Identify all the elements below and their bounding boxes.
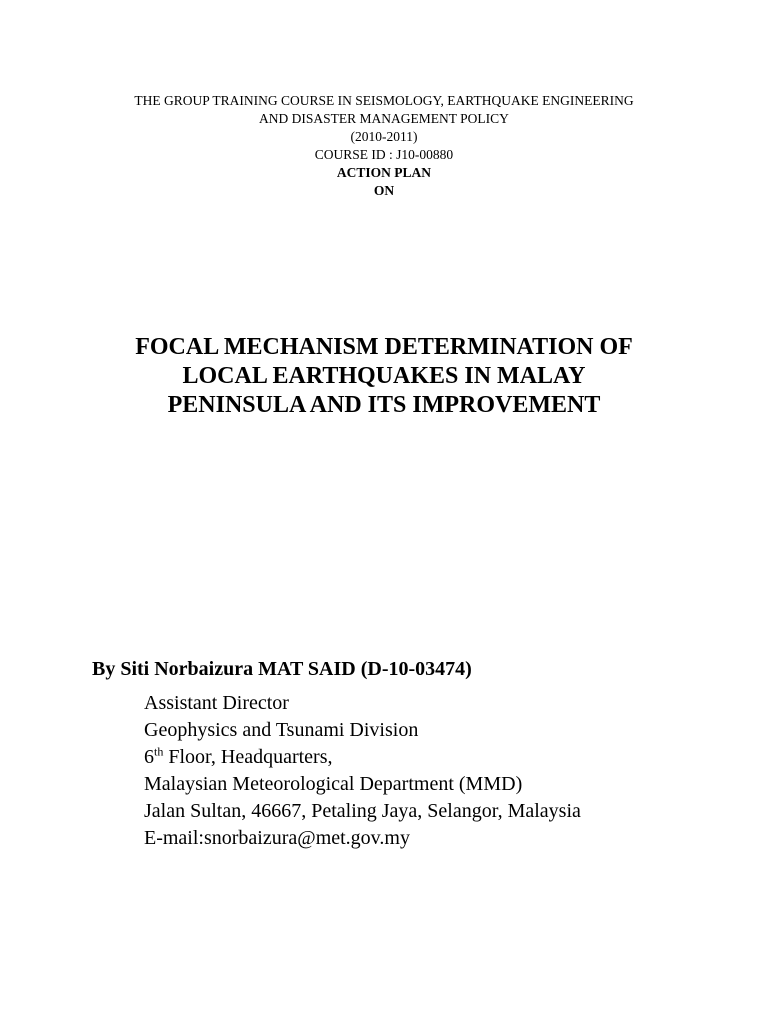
- course-header-line-2: AND DISASTER MANAGEMENT POLICY: [259, 111, 509, 126]
- author-email: E-mail:snorbaizura@met.gov.my: [144, 827, 410, 849]
- document-title: [0, 333, 768, 420]
- action-plan-label: ACTION PLAN: [336, 165, 432, 180]
- author-street-address: Jalan Sultan, 46667, Petaling Jaya, Selangor, Malaysia: [144, 800, 581, 822]
- course-header-line-1: THE GROUP TRAINING COURSE IN SEISMOLOGY, EARTHQUAKE ENGINEERING: [134, 93, 634, 108]
- course-header-years: (2010-2011): [350, 129, 418, 144]
- title-line-2: LOCAL EARTHQUAKES IN MALAY: [182, 363, 586, 389]
- title-line-1: FOCAL MECHANISM DETERMINATION OF: [135, 334, 633, 360]
- on-label: ON: [373, 183, 395, 198]
- title-line-3: PENINSULA AND ITS IMPROVEMENT: [167, 392, 601, 418]
- author-address: [144, 690, 581, 852]
- author-position: Assistant Director: [144, 692, 289, 714]
- author-department: Malaysian Meteorological Department (MMD): [144, 773, 523, 795]
- course-id: COURSE ID : J10-00880: [314, 147, 454, 162]
- author-division: Geophysics and Tsunami Division: [144, 719, 419, 741]
- floor-ordinal-suffix: th: [154, 744, 164, 759]
- floor-rest: Floor, Headquarters,: [163, 746, 333, 768]
- course-header: [0, 92, 768, 200]
- floor-number: 6: [144, 746, 154, 768]
- author-byline: By Siti Norbaizura MAT SAID (D-10-03474): [92, 658, 472, 680]
- author-floor: [144, 744, 581, 771]
